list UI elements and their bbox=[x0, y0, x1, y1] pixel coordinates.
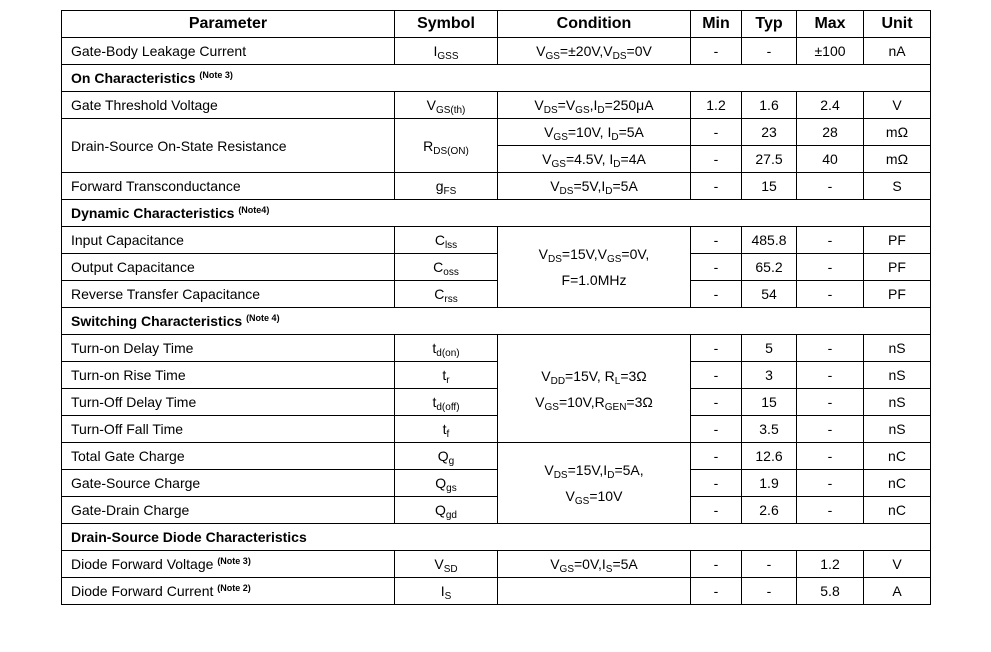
section-row-on bbox=[62, 65, 931, 92]
unit-cell: mΩ bbox=[864, 146, 931, 173]
symbol-cell: $C_{oss}$ bbox=[395, 254, 498, 281]
unit-cell: V bbox=[864, 92, 931, 119]
param-cell: Drain-Source On-State Resistance bbox=[62, 119, 395, 173]
min-cell: - bbox=[691, 119, 742, 146]
unit-cell: nC bbox=[864, 443, 931, 470]
unit-cell: PF bbox=[864, 254, 931, 281]
symbol-cell: $t_{d(off)}$ bbox=[395, 389, 498, 416]
max-cell: - bbox=[797, 389, 864, 416]
max-cell: - bbox=[797, 173, 864, 200]
min-cell: - bbox=[691, 551, 742, 578]
header-symbol: Symbol bbox=[395, 11, 498, 38]
param-cell: Turn-Off Delay Time bbox=[62, 389, 395, 416]
condition-cell: $V_{DS}=V_{GS},I_D=250\mu A$ bbox=[498, 92, 691, 119]
unit-cell: nC bbox=[864, 497, 931, 524]
min-cell: - bbox=[691, 578, 742, 605]
param-cell: Diode Forward Voltage $^{(Note 3)}$ bbox=[62, 551, 395, 578]
table-row bbox=[62, 497, 931, 524]
section-title: Drain-Source Diode Characteristics bbox=[62, 524, 931, 551]
symbol-cell: $R_{DS(ON)}$ bbox=[395, 119, 498, 173]
min-cell: - bbox=[691, 254, 742, 281]
typ-cell: 1.9 bbox=[742, 470, 797, 497]
symbol-cell: $V_{SD}$ bbox=[395, 551, 498, 578]
table-row bbox=[62, 578, 931, 605]
param-cell: Turn-Off Fall Time bbox=[62, 416, 395, 443]
param-cell: Total Gate Charge bbox=[62, 443, 395, 470]
symbol-cell: $t_r$ bbox=[395, 362, 498, 389]
table-row bbox=[62, 173, 931, 200]
param-cell: Gate Threshold Voltage bbox=[62, 92, 395, 119]
header-condition: Condition bbox=[498, 11, 691, 38]
min-cell: 1.2 bbox=[691, 92, 742, 119]
max-cell: - bbox=[797, 362, 864, 389]
header-max: Max bbox=[797, 11, 864, 38]
max-cell: 5.8 bbox=[797, 578, 864, 605]
min-cell: - bbox=[691, 173, 742, 200]
symbol-cell: $Q_g$ bbox=[395, 443, 498, 470]
max-cell: ±100 bbox=[797, 38, 864, 65]
table-row bbox=[62, 38, 931, 65]
unit-cell: V bbox=[864, 551, 931, 578]
table-row bbox=[62, 551, 931, 578]
symbol-cell: $C_{lss}$ bbox=[395, 227, 498, 254]
table-row bbox=[62, 92, 931, 119]
symbol-cell: $Q_{gs}$ bbox=[395, 470, 498, 497]
symbol-cell: $I_S$ bbox=[395, 578, 498, 605]
min-cell: - bbox=[691, 443, 742, 470]
symbol-cell: $I_{GSS}$ bbox=[395, 38, 498, 65]
symbol-cell: $t_f$ bbox=[395, 416, 498, 443]
table-row bbox=[62, 362, 931, 389]
unit-cell: nS bbox=[864, 416, 931, 443]
min-cell: - bbox=[691, 470, 742, 497]
typ-cell: - bbox=[742, 551, 797, 578]
min-cell: - bbox=[691, 416, 742, 443]
header-typ: Typ bbox=[742, 11, 797, 38]
section-title: On Characteristics $^{(Note 3)}$ bbox=[62, 65, 931, 92]
condition-cell: $V_{DS}=5V,I_D=5A$ bbox=[498, 173, 691, 200]
min-cell: - bbox=[691, 497, 742, 524]
param-cell: Diode Forward Current $^{(Note 2)}$ bbox=[62, 578, 395, 605]
max-cell: - bbox=[797, 443, 864, 470]
unit-cell: S bbox=[864, 173, 931, 200]
table-row bbox=[62, 443, 931, 470]
unit-cell: nS bbox=[864, 335, 931, 362]
typ-cell: 3 bbox=[742, 362, 797, 389]
min-cell: - bbox=[691, 389, 742, 416]
condition-cell bbox=[498, 578, 691, 605]
min-cell: - bbox=[691, 362, 742, 389]
condition-cell: $V_{GS}=10V$, $I_D=5A$ bbox=[498, 119, 691, 146]
condition-cell: $V_{GS}=\pm 20V,V_{DS}=0V$ bbox=[498, 38, 691, 65]
typ-cell: 15 bbox=[742, 389, 797, 416]
param-cell: Gate-Drain Charge bbox=[62, 497, 395, 524]
symbol-cell: $t_{d(on)}$ bbox=[395, 335, 498, 362]
unit-cell: nS bbox=[864, 362, 931, 389]
section-title: Dynamic Characteristics $^{(Note4)}$ bbox=[62, 200, 931, 227]
typ-cell: 5 bbox=[742, 335, 797, 362]
table-row bbox=[62, 227, 931, 254]
min-cell: - bbox=[691, 227, 742, 254]
unit-cell: mΩ bbox=[864, 119, 931, 146]
characteristics-table bbox=[61, 10, 931, 605]
condition-cell: $V_{DS}=15V,I_D=5A$, $V_{GS}=10V$ bbox=[498, 443, 691, 524]
max-cell: - bbox=[797, 281, 864, 308]
max-cell: - bbox=[797, 227, 864, 254]
param-cell: Input Capacitance bbox=[62, 227, 395, 254]
typ-cell: - bbox=[742, 578, 797, 605]
param-cell: Gate-Body Leakage Current bbox=[62, 38, 395, 65]
max-cell: 2.4 bbox=[797, 92, 864, 119]
typ-cell: 27.5 bbox=[742, 146, 797, 173]
min-cell: - bbox=[691, 335, 742, 362]
symbol-cell: $C_{rss}$ bbox=[395, 281, 498, 308]
symbol-cell: $V_{GS(th)}$ bbox=[395, 92, 498, 119]
table-row bbox=[62, 281, 931, 308]
section-row-diode bbox=[62, 524, 931, 551]
table-row bbox=[62, 389, 931, 416]
param-cell: Forward Transconductance bbox=[62, 173, 395, 200]
table-row bbox=[62, 470, 931, 497]
unit-cell: PF bbox=[864, 227, 931, 254]
param-cell: Gate-Source Charge bbox=[62, 470, 395, 497]
symbol-cell: $g_{FS}$ bbox=[395, 173, 498, 200]
header-unit: Unit bbox=[864, 11, 931, 38]
max-cell: 1.2 bbox=[797, 551, 864, 578]
typ-cell: - bbox=[742, 38, 797, 65]
typ-cell: 54 bbox=[742, 281, 797, 308]
param-cell: Reverse Transfer Capacitance bbox=[62, 281, 395, 308]
condition-cell: $V_{GS}=4.5V$, $I_D=4A$ bbox=[498, 146, 691, 173]
max-cell: - bbox=[797, 497, 864, 524]
typ-cell: 65.2 bbox=[742, 254, 797, 281]
max-cell: - bbox=[797, 416, 864, 443]
condition-cell: $V_{DD}=15V$, $R_L=3\Omega$ $V_{GS}=10V,R_{GEN}=3\Omega$ bbox=[498, 335, 691, 443]
param-cell: Turn-on Rise Time bbox=[62, 362, 395, 389]
min-cell: - bbox=[691, 38, 742, 65]
max-cell: - bbox=[797, 254, 864, 281]
header-min: Min bbox=[691, 11, 742, 38]
max-cell: 28 bbox=[797, 119, 864, 146]
condition-cell: $V_{DS}=15V,V_{GS}=0V$, F=1.0MHz bbox=[498, 227, 691, 308]
typ-cell: 15 bbox=[742, 173, 797, 200]
section-row-switching bbox=[62, 308, 931, 335]
section-row-dynamic bbox=[62, 200, 931, 227]
typ-cell: 3.5 bbox=[742, 416, 797, 443]
unit-cell: nC bbox=[864, 470, 931, 497]
min-cell: - bbox=[691, 281, 742, 308]
symbol-cell: $Q_{gd}$ bbox=[395, 497, 498, 524]
unit-cell: PF bbox=[864, 281, 931, 308]
param-cell: Output Capacitance bbox=[62, 254, 395, 281]
table-row bbox=[62, 335, 931, 362]
param-cell: Turn-on Delay Time bbox=[62, 335, 395, 362]
unit-cell: nA bbox=[864, 38, 931, 65]
typ-cell: 485.8 bbox=[742, 227, 797, 254]
unit-cell: A bbox=[864, 578, 931, 605]
section-title: Switching Characteristics $^{(Note 4)}$ bbox=[62, 308, 931, 335]
typ-cell: 2.6 bbox=[742, 497, 797, 524]
table-row bbox=[62, 416, 931, 443]
unit-cell: nS bbox=[864, 389, 931, 416]
max-cell: - bbox=[797, 335, 864, 362]
min-cell: - bbox=[691, 146, 742, 173]
max-cell: 40 bbox=[797, 146, 864, 173]
typ-cell: 23 bbox=[742, 119, 797, 146]
table-header-row bbox=[62, 11, 931, 38]
condition-cell: $V_{GS}=0V,I_S=5A$ bbox=[498, 551, 691, 578]
typ-cell: 1.6 bbox=[742, 92, 797, 119]
table-row bbox=[62, 254, 931, 281]
max-cell: - bbox=[797, 470, 864, 497]
table-row bbox=[62, 119, 931, 146]
header-parameter: Parameter bbox=[62, 11, 395, 38]
typ-cell: 12.6 bbox=[742, 443, 797, 470]
